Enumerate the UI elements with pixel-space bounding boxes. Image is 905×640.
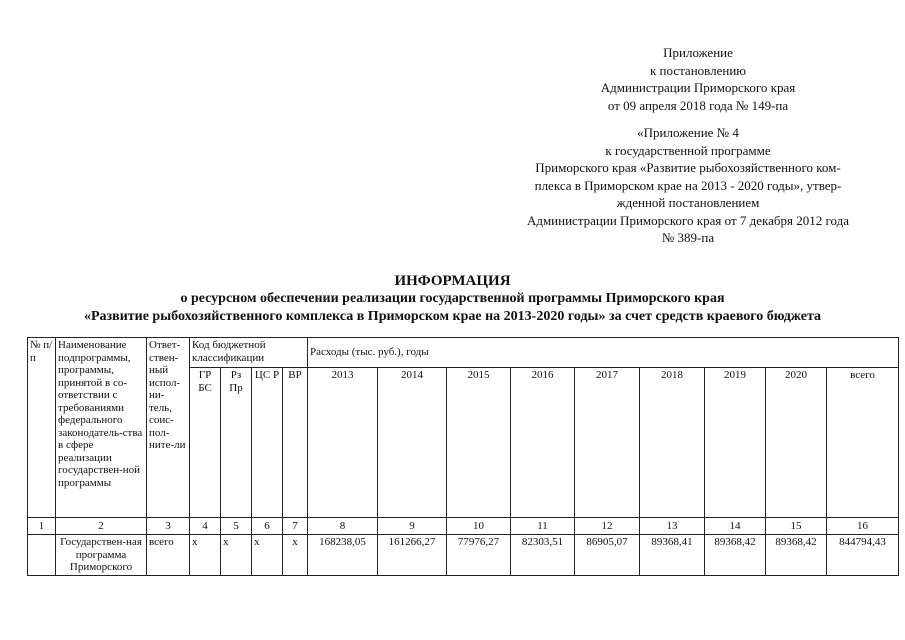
column-number: 10 bbox=[447, 518, 511, 535]
row-vr: х bbox=[283, 535, 308, 576]
appendix-line: жденной постановлением bbox=[616, 195, 760, 210]
header-vr: ВР bbox=[283, 368, 308, 518]
column-number: 14 bbox=[705, 518, 766, 535]
header-year: 2015 bbox=[447, 368, 511, 518]
column-number: 15 bbox=[766, 518, 827, 535]
column-number: 16 bbox=[827, 518, 899, 535]
header-year: 2017 bbox=[575, 368, 640, 518]
document-heading bbox=[30, 272, 875, 326]
column-number-row bbox=[28, 518, 899, 535]
approval-line: от 09 апреля 2018 года № 149-па bbox=[607, 97, 789, 113]
approval-line: Администрации Приморского края bbox=[600, 80, 796, 95]
appendix-line: Администрации Приморского края от 7 декабря 2012 года bbox=[526, 212, 850, 228]
appendix-block bbox=[492, 124, 884, 247]
row-value-2016: 82303,51 bbox=[511, 535, 575, 576]
row-responsible: всего bbox=[147, 535, 190, 576]
header-year: 2020 bbox=[766, 368, 827, 518]
appendix-line: Приморского края «Развитие рыбохозяйственного ком- bbox=[535, 160, 841, 175]
approval-line: к постановлению bbox=[649, 62, 747, 78]
document-subtitle: о ресурсном обеспечении реализации государственной программы Приморского края bbox=[180, 291, 725, 306]
row-rzpr: х bbox=[221, 535, 252, 576]
header-year: 2019 bbox=[705, 368, 766, 518]
document-subtitle-program: «Развитие рыбохозяйственного комплекса в Приморском крае на 2013-2020 годы» за счет средств краевого бюджета bbox=[83, 309, 822, 324]
column-number: 9 bbox=[378, 518, 447, 535]
column-number: 7 bbox=[283, 518, 308, 535]
row-grbs: х bbox=[190, 535, 221, 576]
header-csr: ЦС Р bbox=[252, 368, 283, 518]
header-year: 2016 bbox=[511, 368, 575, 518]
row-value-2018: 89368,41 bbox=[640, 535, 705, 576]
header-grbs: ГР БС bbox=[190, 368, 221, 518]
column-number: 3 bbox=[147, 518, 190, 535]
header-year: 2013 bbox=[308, 368, 378, 518]
table-row bbox=[28, 535, 899, 576]
header-year: 2014 bbox=[378, 368, 447, 518]
row-value-2019: 89368,42 bbox=[705, 535, 766, 576]
appendix-line: «Приложение № 4 bbox=[637, 125, 739, 140]
header-expenses: Расходы (тыс. руб.), годы bbox=[308, 338, 899, 368]
document-title: ИНФОРМАЦИЯ bbox=[394, 273, 511, 289]
header-year: 2018 bbox=[640, 368, 705, 518]
column-number: 4 bbox=[190, 518, 221, 535]
row-name: Государствен-ная программа Приморского bbox=[56, 535, 147, 576]
approval-block bbox=[548, 44, 848, 114]
table-header-row bbox=[28, 338, 899, 368]
header-name: Наименование подпрограммы, программы, принятой в со-ответствии с требованиями федерального законодатель-ства в сфере реализации государствен-ной программы bbox=[56, 338, 147, 518]
appendix-line: № 389-па bbox=[661, 230, 715, 245]
resource-table bbox=[27, 337, 899, 576]
row-value-2014: 161266,27 bbox=[378, 535, 447, 576]
row-value-2017: 86905,07 bbox=[575, 535, 640, 576]
header-code-group: Код бюджетной классификации bbox=[190, 338, 308, 368]
row-num bbox=[28, 535, 56, 576]
appendix-line: плекса в Приморском крае на 2013 - 2020 годы», утвер- bbox=[534, 177, 842, 193]
header-responsible: Ответ-ствен-ный испол-ни-тель, соис-пол-ните-ли bbox=[147, 338, 190, 518]
header-rzpr: Рз Пр bbox=[221, 368, 252, 518]
column-number: 1 bbox=[28, 518, 56, 535]
approval-line: Приложение bbox=[663, 45, 733, 60]
column-number: 8 bbox=[308, 518, 378, 535]
row-value-2013: 168238,05 bbox=[308, 535, 378, 576]
row-value-total: 844794,43 bbox=[827, 535, 899, 576]
row-value-2015: 77976,27 bbox=[447, 535, 511, 576]
column-number: 11 bbox=[511, 518, 575, 535]
row-csr: х bbox=[252, 535, 283, 576]
header-num: № п/п bbox=[28, 338, 56, 518]
row-value-2020: 89368,42 bbox=[766, 535, 827, 576]
column-number: 2 bbox=[56, 518, 147, 535]
header-year-total: всего bbox=[827, 368, 899, 518]
appendix-line: к государственной программе bbox=[605, 142, 771, 158]
column-number: 5 bbox=[221, 518, 252, 535]
column-number: 12 bbox=[575, 518, 640, 535]
column-number: 6 bbox=[252, 518, 283, 535]
column-number: 13 bbox=[640, 518, 705, 535]
